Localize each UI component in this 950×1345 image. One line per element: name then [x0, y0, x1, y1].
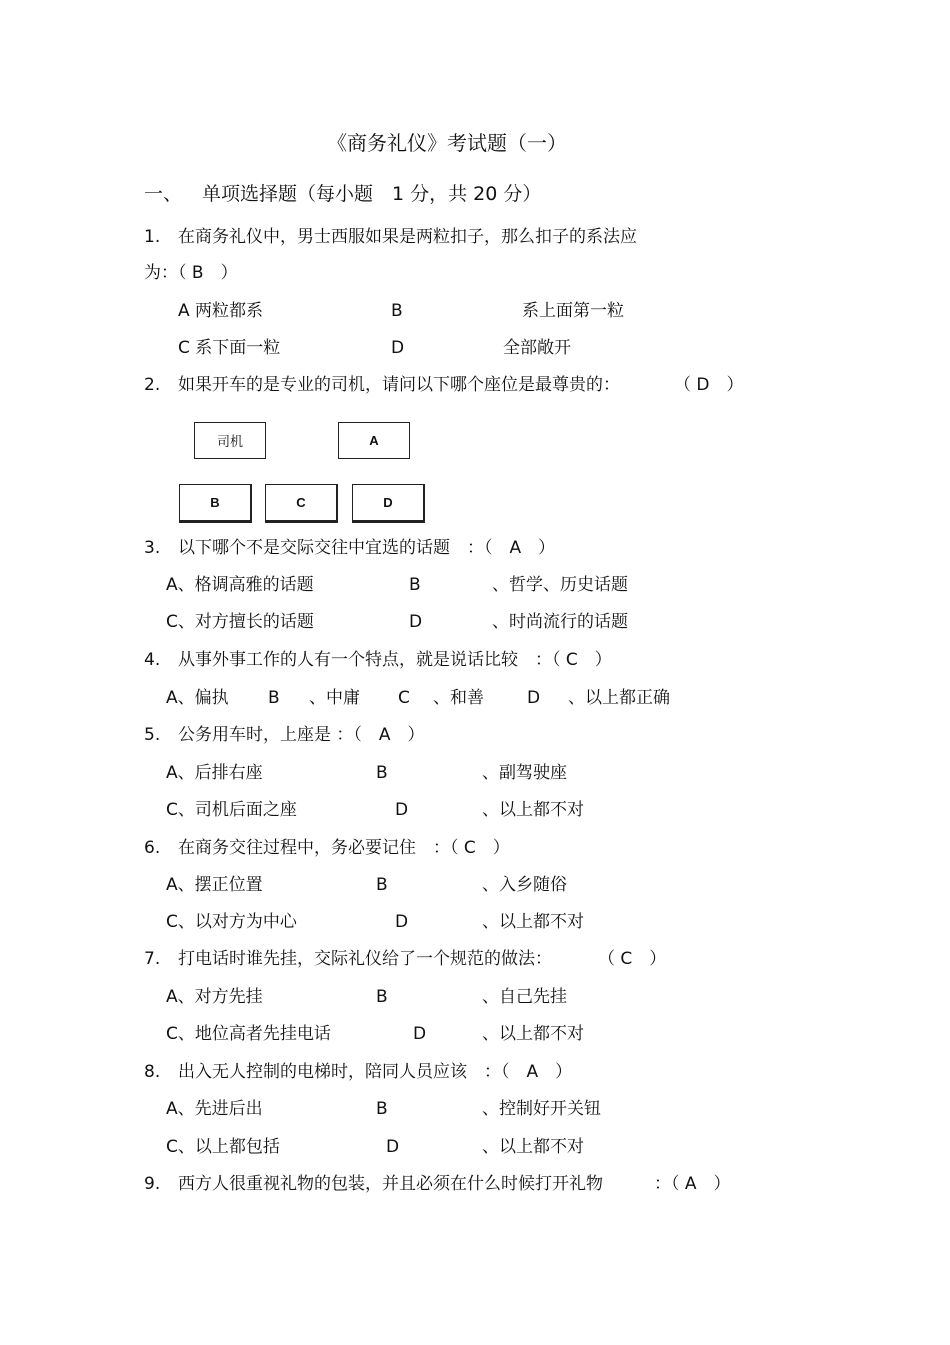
- question-number: 2.: [144, 375, 161, 395]
- question-answer: （ D ）: [674, 375, 744, 395]
- seat-c: C: [265, 484, 338, 523]
- question-text: 在商务礼仪中，男士西服如果是两粒扣子，那么扣子的系法应: [178, 227, 637, 247]
- question-answer: ：（ A ）: [654, 1174, 731, 1194]
- question-text: 打电话时谁先挂，交际礼仪给了一个规范的做法：: [178, 949, 552, 969]
- option-b-text: 、自己先挂: [482, 987, 567, 1007]
- seat-b: B: [179, 484, 252, 523]
- option-b-letter: B: [376, 763, 388, 783]
- section-number: 一、: [144, 183, 183, 205]
- question-number: 4.: [144, 650, 161, 670]
- option-d-text: 、以上都不对: [482, 912, 584, 932]
- option-d-text: 全部敞开: [503, 338, 571, 358]
- section-heading: 单项选择题（每小题 1 分，共 20 分）: [202, 183, 542, 205]
- option-d-text: 、以上都不对: [482, 1137, 584, 1157]
- option-d-letter: D: [527, 688, 541, 708]
- option-a: A、偏执: [166, 688, 229, 708]
- option-b-letter: B: [376, 1099, 388, 1119]
- option-d-text: 、以上都不对: [482, 800, 584, 820]
- question-text: 如果开车的是专业的司机，请问以下哪个座位是最尊贵的：: [178, 375, 620, 395]
- question-text: 以下哪个不是交际交往中宜选的话题 ：（ A ）: [178, 538, 556, 558]
- option-d-letter: D: [409, 612, 423, 632]
- option-b-text: 、入乡随俗: [482, 875, 567, 895]
- question-text: 从事外事工作的人有一个特点，就是说话比较 ：（ C ）: [178, 650, 612, 670]
- seat-d: D: [352, 484, 425, 523]
- question-text-continued: 为：（ B ）: [144, 263, 238, 283]
- option-a: A 两粒都系: [178, 301, 264, 321]
- question-text: 在商务交往过程中，务必要记住 ：（ C ）: [178, 838, 510, 858]
- option-d-letter: D: [413, 1024, 427, 1044]
- option-b-letter: B: [376, 987, 388, 1007]
- question-number: 8.: [144, 1062, 161, 1082]
- question-answer: （ C ）: [598, 949, 667, 969]
- option-d-text: 、以上都正确: [568, 688, 670, 708]
- option-b-letter: B: [409, 575, 421, 595]
- page-title: 《商务礼仪》考试题（一）: [327, 131, 567, 155]
- option-c-letter: C: [398, 688, 410, 708]
- question-text: 公务用车时，上座是 ：（ A ）: [178, 725, 425, 745]
- seat-driver: 司机: [194, 422, 266, 459]
- option-b-letter: B: [391, 301, 403, 321]
- option-c: C、对方擅长的话题: [166, 612, 314, 632]
- option-b-text: 、中庸: [309, 688, 360, 708]
- option-c: C、以对方为中心: [166, 912, 297, 932]
- seat-a: A: [338, 422, 410, 459]
- question-number: 7.: [144, 949, 161, 969]
- option-d-letter: D: [395, 912, 409, 932]
- option-c-text: 、和善: [433, 688, 484, 708]
- question-number: 3.: [144, 538, 161, 558]
- option-c: C 系下面一粒: [178, 338, 281, 358]
- option-a: A、先进后出: [166, 1099, 263, 1119]
- question-number: 5.: [144, 725, 161, 745]
- option-c: C、司机后面之座: [166, 800, 297, 820]
- option-d-letter: D: [386, 1137, 400, 1157]
- option-c: C、以上都包括: [166, 1137, 280, 1157]
- question-number: 1.: [144, 227, 161, 247]
- option-a: A、摆正位置: [166, 875, 263, 895]
- option-a: A、对方先挂: [166, 987, 263, 1007]
- option-c: C、地位高者先挂电话: [166, 1024, 331, 1044]
- option-d-text: 、时尚流行的话题: [492, 612, 628, 632]
- option-d-letter: D: [391, 338, 405, 358]
- option-d-text: 、以上都不对: [482, 1024, 584, 1044]
- question-text: 西方人很重视礼物的包装，并且必须在什么时候打开礼物: [178, 1174, 603, 1194]
- option-b-letter: B: [268, 688, 280, 708]
- option-a: A、后排右座: [166, 763, 263, 783]
- option-b-text: 、哲学、历史话题: [492, 575, 628, 595]
- option-b-text: 、副驾驶座: [482, 763, 567, 783]
- question-text: 出入无人控制的电梯时，陪同人员应该 ：（ A ）: [178, 1062, 573, 1082]
- option-b-text: 、控制好开关钮: [482, 1099, 601, 1119]
- question-number: 9.: [144, 1174, 161, 1194]
- option-d-letter: D: [395, 800, 409, 820]
- option-b-text: 系上面第一粒: [522, 301, 624, 321]
- question-number: 6.: [144, 838, 161, 858]
- option-b-letter: B: [376, 875, 388, 895]
- option-a: A、格调高雅的话题: [166, 575, 314, 595]
